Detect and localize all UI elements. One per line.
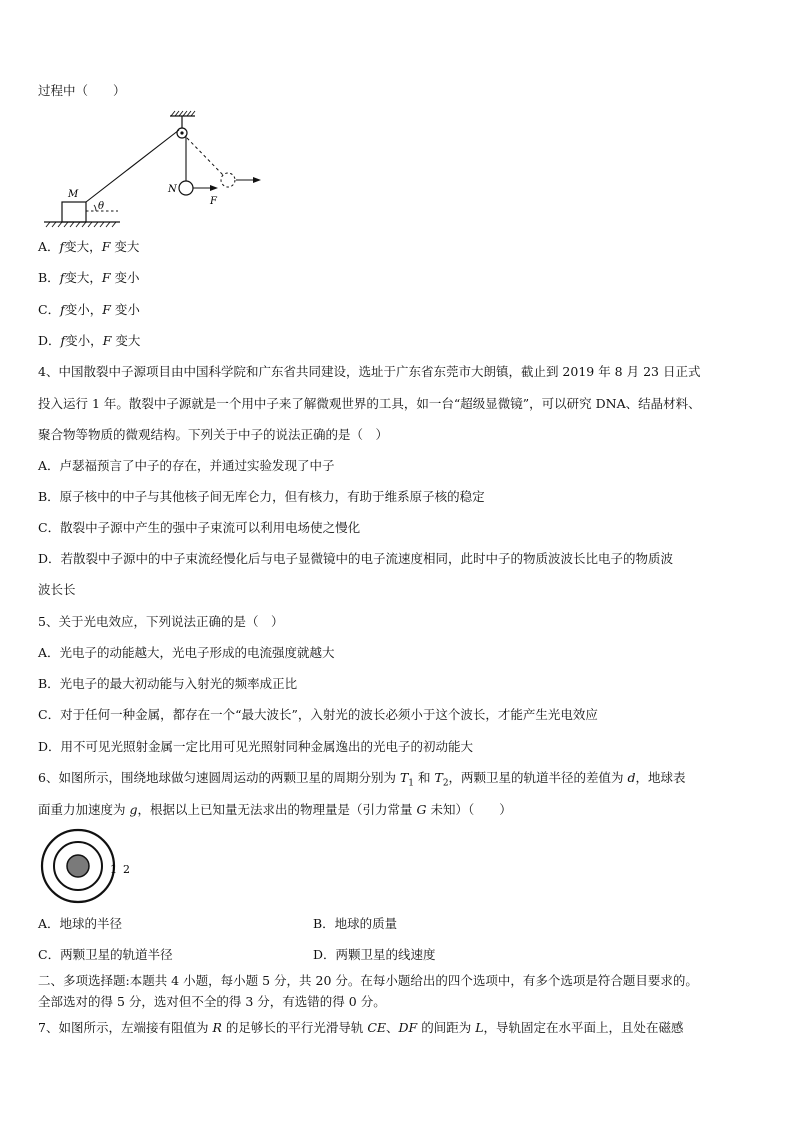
q5-option-d: D．用不可见光照射金属一定比用可见光照射同种金属逸出的光电子的初动能大	[38, 739, 474, 754]
q6-orbit-figure	[36, 828, 146, 908]
q7-stem: 7、如图所示，左端接有阻值为 R 的足够长的平行光滑导轨 CE、DF 的间距为 L，导轨固定在水平面上，且处在磁感	[38, 1020, 684, 1035]
q4-option-b: B．原子核中的中子与其他核子间无库仑力，但有核力，有助于维系原子核的稳定	[38, 489, 485, 504]
label-f: F	[210, 196, 217, 207]
q4-stem-line3: 聚合物等物质的微观结构。下列关于中子的说法正确的是（ ）	[38, 427, 389, 442]
q4-stem-line2: 投入运行 1 年。散裂中子源就是一个用中子来了解微观世界的工具，如一台“超级显微镜”，可以研究 DNA、结晶材料、	[38, 396, 701, 411]
q4-stem-line1: 4、中国散裂中子源项目由中国科学院和广东省共同建设，选址于广东省东莞市大朗镇，截止到 2019 年 8 月 23 日正式	[38, 364, 701, 379]
q6-stem-line1: 6、如图所示，围绕地球做匀速圆周运动的两颗卫星的周期分别为 $T_1$ 和 $T_2$，两颗卫星的轨道半径的差值为 d，地球表	[38, 770, 686, 789]
q5-stem: 5、关于光电效应，下列说法正确的是（ ）	[38, 614, 284, 629]
q4-option-c: C．散裂中子源中产生的强中子束流可以利用电场使之慢化	[38, 520, 361, 535]
q3-stem-tail: 过程中（ ）	[38, 83, 126, 98]
q6-option-c: C．两颗卫星的轨道半径	[38, 947, 173, 962]
q3-option-d: D．f变小，F 变大	[38, 333, 141, 348]
q4-option-d-line2: 波长长	[38, 582, 76, 597]
orbit-label-1: 1	[110, 863, 117, 876]
label-m: M	[68, 189, 79, 200]
q4-option-a: A．卢瑟福预言了中子的存在，并通过实验发现了中子	[38, 458, 335, 473]
q3-option-b: B．f变大，F 变小	[38, 270, 140, 285]
block-m	[62, 202, 86, 222]
q5-option-a: A．光电子的动能越大，光电子形成的电流强度就越大	[38, 645, 335, 660]
q6-option-a: A．地球的半径	[38, 916, 123, 931]
label-theta: θ	[98, 201, 105, 212]
q4-option-d-line1: D．若散裂中子源中的中子束流经慢化后与电子显微镜中的电子流速度相同，此时中子的物质波波长比电子的物质波	[38, 551, 674, 566]
q6-stem-line2: 面重力加速度为 g，根据以上已知量无法求出的物理量是（引力常量 G 未知）（ ）	[38, 802, 512, 817]
section2-header-line2: 全部选对的得 5 分，选对但不全的得 3 分，有选错的得 0 分。	[38, 994, 386, 1009]
q6-option-b: B．地球的质量	[313, 916, 398, 931]
section2-header-line1: 二、多项选择题:本题共 4 小题，每小题 5 分，共 20 分。在每小题给出的四个选项中，有多个选项是符合题目要求的。	[38, 973, 698, 988]
q3-figure	[40, 108, 270, 233]
q5-option-b: B．光电子的最大初动能与入射光的频率成正比	[38, 676, 298, 691]
earth-icon	[67, 855, 89, 877]
q3-option-c: C．f变小，F 变小	[38, 302, 140, 317]
ball-n	[179, 181, 193, 195]
label-n: N	[168, 184, 177, 195]
q5-option-c: C．对于任何一种金属，都存在一个“最大波长”，入射光的波长必须小于这个波长，才能产生光电效应	[38, 707, 598, 722]
q3-option-a: A．f变大，F 变大	[38, 239, 140, 254]
orbit-label-2: 2	[123, 863, 130, 876]
q6-option-d: D．两颗卫星的线速度	[313, 947, 436, 962]
